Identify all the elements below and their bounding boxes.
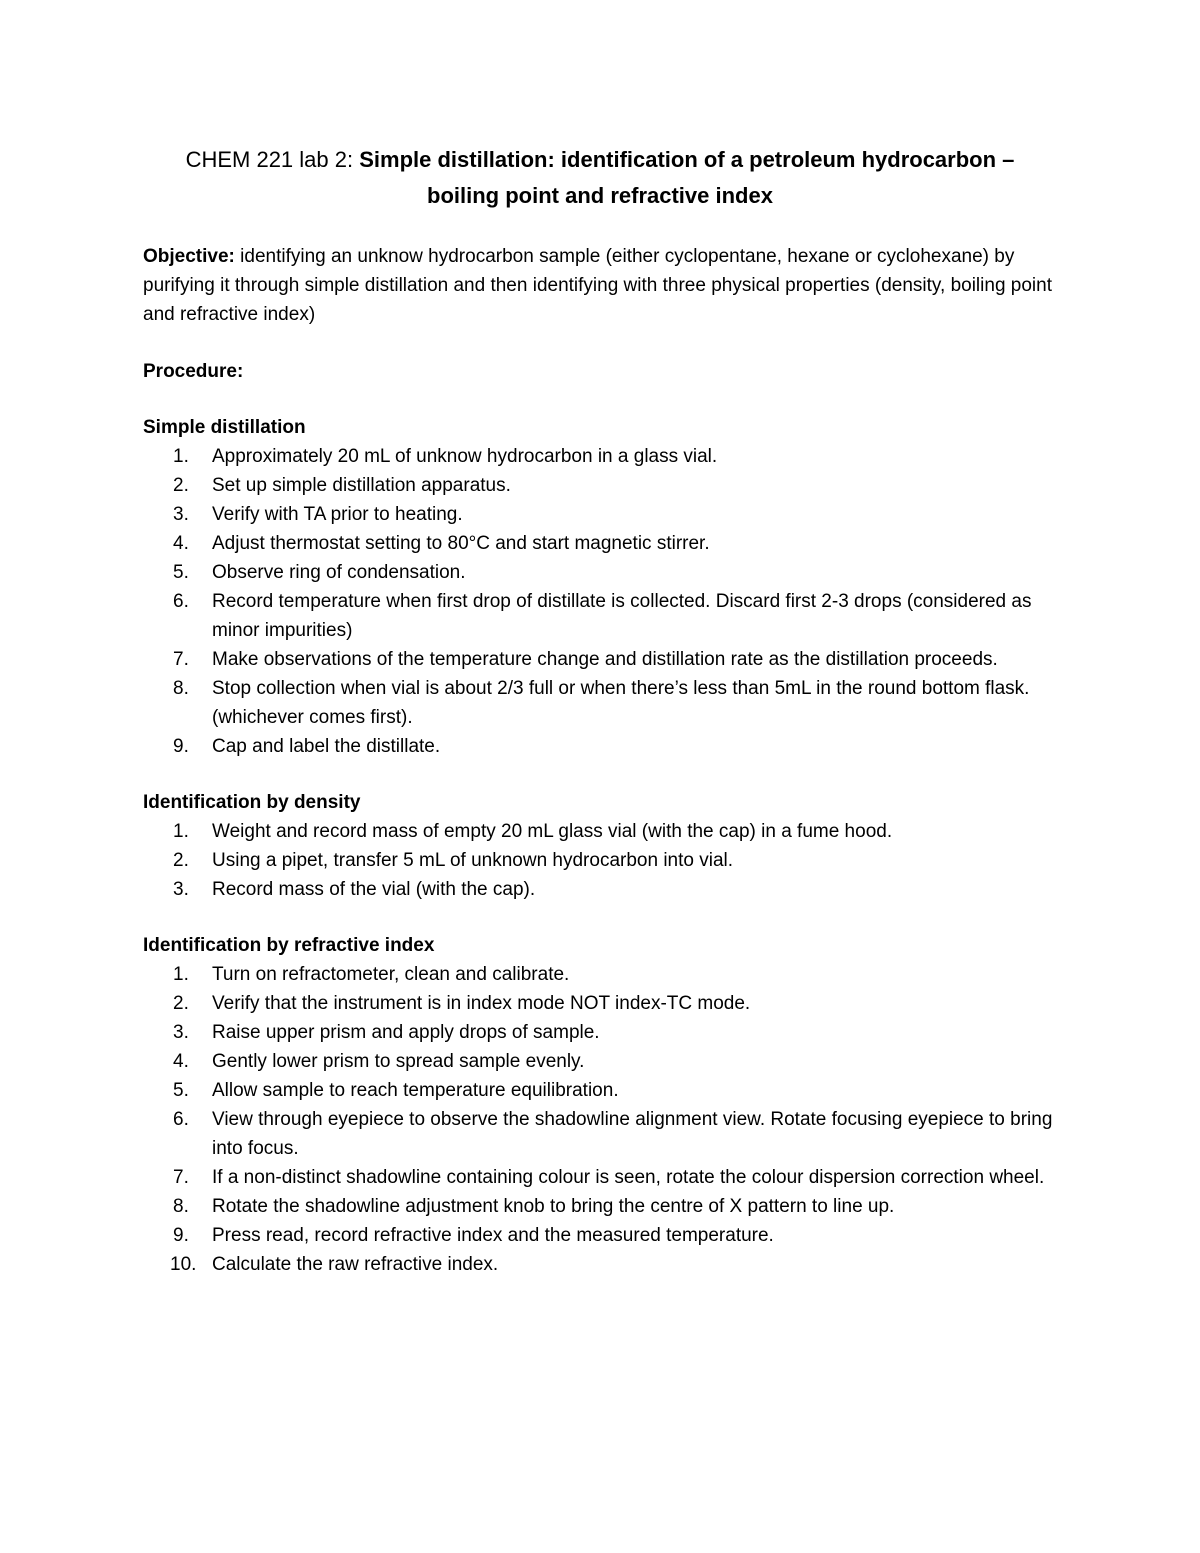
step-number: 5. bbox=[173, 1080, 189, 1101]
list-item bbox=[143, 1076, 1063, 1105]
step-text: Gently lower prism to spread sample evenly. bbox=[212, 1051, 585, 1072]
list-item bbox=[143, 1250, 1063, 1279]
step-number: 2. bbox=[173, 993, 189, 1014]
step-text: Weight and record mass of empty 20 mL glass vial (with the cap) in a fume hood. bbox=[212, 821, 893, 842]
objective-text: identifying an unknow hydrocarbon sample (either cyclopentane, hexane or cyclohexane) by purifying it through simple distillation and then identifying with three physical properties (density, boiling point and refractive index) bbox=[143, 246, 1052, 325]
list-item bbox=[143, 500, 1063, 529]
step-text: Stop collection when vial is about 2/3 full or when there’s less than 5mL in the round bottom flask. (whichever comes first). bbox=[212, 678, 1030, 728]
step-number: 4. bbox=[173, 1051, 189, 1072]
step-text: View through eyepiece to observe the shadowline alignment view. Rotate focusing eyepiece to bring into focus. bbox=[212, 1109, 1053, 1159]
step-number: 3. bbox=[173, 504, 189, 525]
list-item bbox=[143, 674, 1063, 732]
list-item bbox=[143, 960, 1063, 989]
step-text: Verify that the instrument is in index mode NOT index-TC mode. bbox=[212, 993, 751, 1014]
step-number: 2. bbox=[173, 850, 189, 871]
step-text: Turn on refractometer, clean and calibrate. bbox=[212, 964, 570, 985]
step-text: Cap and label the distillate. bbox=[212, 736, 441, 757]
procedure-heading: Procedure: bbox=[143, 361, 244, 382]
list-item bbox=[143, 875, 1063, 904]
step-number: 6. bbox=[173, 1109, 189, 1130]
list-item bbox=[143, 1018, 1063, 1047]
step-text: Allow sample to reach temperature equilibration. bbox=[212, 1080, 619, 1101]
step-text: Record mass of the vial (with the cap). bbox=[212, 879, 536, 900]
refractive-index-steps bbox=[143, 960, 1063, 1279]
list-item bbox=[143, 645, 1063, 674]
list-item bbox=[143, 1105, 1063, 1163]
title-prefix: CHEM 221 lab 2: bbox=[185, 147, 360, 172]
step-text: Adjust thermostat setting to 80°C and start magnetic stirrer. bbox=[212, 533, 710, 554]
list-item bbox=[143, 529, 1063, 558]
list-item bbox=[143, 989, 1063, 1018]
list-item bbox=[143, 846, 1063, 875]
step-text: Verify with TA prior to heating. bbox=[212, 504, 463, 525]
step-number: 5. bbox=[173, 562, 189, 583]
step-number: 7. bbox=[173, 1167, 189, 1188]
list-item bbox=[143, 471, 1063, 500]
step-number: 1. bbox=[173, 446, 189, 467]
title-line-2: boiling point and refractive index bbox=[427, 183, 773, 208]
list-item bbox=[143, 587, 1063, 645]
step-number: 1. bbox=[173, 821, 189, 842]
step-number: 8. bbox=[173, 1196, 189, 1217]
section-heading-density: Identification by density bbox=[143, 792, 361, 813]
step-text: Set up simple distillation apparatus. bbox=[212, 475, 511, 496]
list-item bbox=[143, 732, 1063, 761]
step-number: 6. bbox=[173, 591, 189, 612]
density-steps bbox=[143, 817, 1063, 904]
list-item bbox=[143, 1192, 1063, 1221]
section-heading-refractive-index: Identification by refractive index bbox=[143, 935, 435, 956]
step-text: Approximately 20 mL of unknow hydrocarbon in a glass vial. bbox=[212, 446, 718, 467]
title-main: Simple distillation: identification of a petroleum hydrocarbon – bbox=[359, 147, 1015, 172]
step-text: Press read, record refractive index and the measured temperature. bbox=[212, 1225, 774, 1246]
list-item bbox=[143, 1047, 1063, 1076]
step-text: Make observations of the temperature change and distillation rate as the distillation proceeds. bbox=[212, 649, 998, 670]
list-item bbox=[143, 1221, 1063, 1250]
step-text: Record temperature when first drop of distillate is collected. Discard first 2-3 drops (considered as minor impurities) bbox=[212, 591, 1032, 641]
step-number: 9. bbox=[173, 1225, 189, 1246]
document-title bbox=[100, 142, 1100, 214]
list-item bbox=[143, 558, 1063, 587]
objective-paragraph bbox=[143, 242, 1063, 329]
step-text: Using a pipet, transfer 5 mL of unknown hydrocarbon into vial. bbox=[212, 850, 734, 871]
step-number: 4. bbox=[173, 533, 189, 554]
step-number: 1. bbox=[173, 964, 189, 985]
list-item bbox=[143, 1163, 1063, 1192]
step-text: Calculate the raw refractive index. bbox=[212, 1254, 499, 1275]
step-number: 3. bbox=[173, 879, 189, 900]
section-heading-simple-distillation: Simple distillation bbox=[143, 417, 306, 438]
step-number: 9. bbox=[173, 736, 189, 757]
step-text: Observe ring of condensation. bbox=[212, 562, 466, 583]
step-number: 3. bbox=[173, 1022, 189, 1043]
step-number: 7. bbox=[173, 649, 189, 670]
step-number: 2. bbox=[173, 475, 189, 496]
step-text: Raise upper prism and apply drops of sample. bbox=[212, 1022, 600, 1043]
simple-distillation-steps bbox=[143, 442, 1063, 761]
title-line-1 bbox=[100, 142, 1100, 178]
step-number: 8. bbox=[173, 678, 189, 699]
list-item bbox=[143, 442, 1063, 471]
step-number: 10. bbox=[170, 1254, 197, 1275]
step-text: If a non-distinct shadowline containing colour is seen, rotate the colour dispersion correction wheel. bbox=[212, 1167, 1045, 1188]
objective-label: Objective: bbox=[143, 246, 235, 267]
document-body bbox=[143, 242, 1063, 1279]
list-item bbox=[143, 817, 1063, 846]
step-text: Rotate the shadowline adjustment knob to bring the centre of X pattern to line up. bbox=[212, 1196, 895, 1217]
